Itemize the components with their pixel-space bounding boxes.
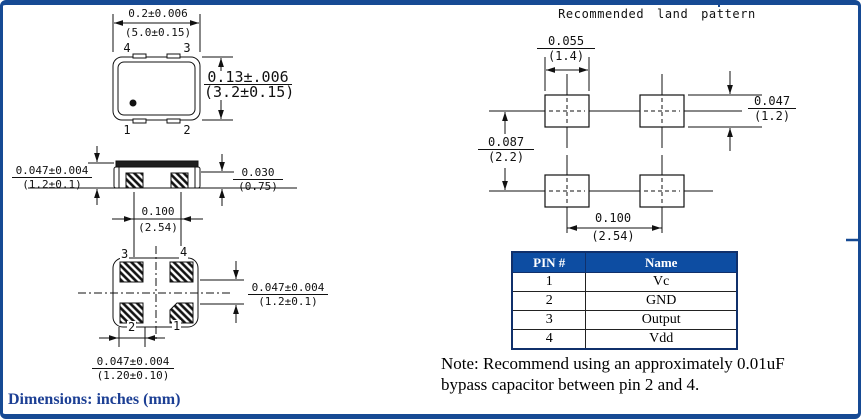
land-pattern-drawing [545,95,684,207]
bottom-view-pad-height-dim: $\frac{0.047\pm 0.004}{(1.2\pm 0.1)}$ [248,281,328,308]
pin-table-header-pin: PIN # [512,252,586,273]
table-row [512,292,737,311]
table-row [512,311,737,330]
pin-table-header-row [512,252,737,273]
top-view-width-dim-mm: (5.0±0.15) [124,26,192,39]
top-view-pin-1-label: 1 [123,123,131,137]
table-row [512,273,737,292]
side-view-height-dim: $\frac{0.047\pm 0.004}{(1.2\pm 0.1)}$ [12,164,92,191]
pin-cell: 3 [512,311,586,330]
pad-3 [120,262,143,282]
name-cell: GND [586,292,737,311]
bottom-view-pad-width-dim: $\frac{0.047\pm 0.004}{(1.20\pm 0.10)}$ [92,355,174,382]
pin-table-header-name: Name [586,252,737,273]
note-line-1: Note: Recommend using an approximately 0.01uF [441,354,785,373]
land-pattern-pad-height-dim: $\frac{0.047}{(1.2)}$ [748,94,796,123]
side-view-drawing [28,146,297,257]
pin1-marker-dot [130,100,137,107]
land-pattern-col-pitch-dim-mm: (2.54) [591,229,635,243]
name-cell: Vc [586,273,737,292]
dimensions-units-label: Dimensions: inches (mm) [8,391,181,408]
top-view-pin-4-label: 4 [123,41,131,55]
package-lid [116,161,198,167]
land-pattern-pad-width-dim: $\frac{0.055}{(1.4)}$ [537,34,595,63]
name-cell: Output [586,311,737,330]
solder-pad [171,173,188,188]
solder-pad [126,173,143,188]
side-view-pitch-dim-mm: (2.54) [138,221,178,234]
bottom-view-pin-3-label: 3 [121,247,129,261]
top-view-pin-2-label: 2 [183,123,191,137]
top-view-pin-3-label: 3 [183,41,191,55]
side-view-pitch-dim-inches: 0.100 [141,205,175,218]
package-outline-outer [113,57,200,120]
bottom-view-drawing [78,246,244,347]
top-view-width-dim-inches: 0.2±0.006 [128,7,188,20]
side-view-pad-thickness-dim: $\frac{0.030}{(0.75)}$ [233,166,283,193]
name-cell: Vdd [586,330,737,350]
pin-table [511,251,738,350]
bottom-view-pin-1-label: 1 [173,319,181,333]
bottom-view-pin-4-label: 4 [180,245,188,259]
castellation-stub [167,54,180,58]
bypass-capacitor-note [441,353,841,395]
pad-4 [170,262,193,282]
table-row [512,330,737,350]
pin-cell: 4 [512,330,586,350]
castellation-stub [167,119,180,123]
bottom-view-pin-2-label: 2 [128,320,136,334]
land-pattern-row-pitch-dim: $\frac{0.087}{(2.2)}$ [478,135,534,164]
pin-cell: 2 [512,292,586,311]
castellation-stub [133,119,146,123]
land-pattern-col-pitch-dim-inches: 0.100 [594,211,632,225]
top-view-height-dim: $\frac{0.13\pm.006}{(3.2\pm 0.15)}$ [204,68,295,101]
note-line-2: bypass capacitor between pin 2 and 4. [441,375,700,394]
land-pattern-title: Recommended land pattern [558,7,756,21]
pin-cell: 1 [512,273,586,292]
castellation-stub [133,54,146,58]
